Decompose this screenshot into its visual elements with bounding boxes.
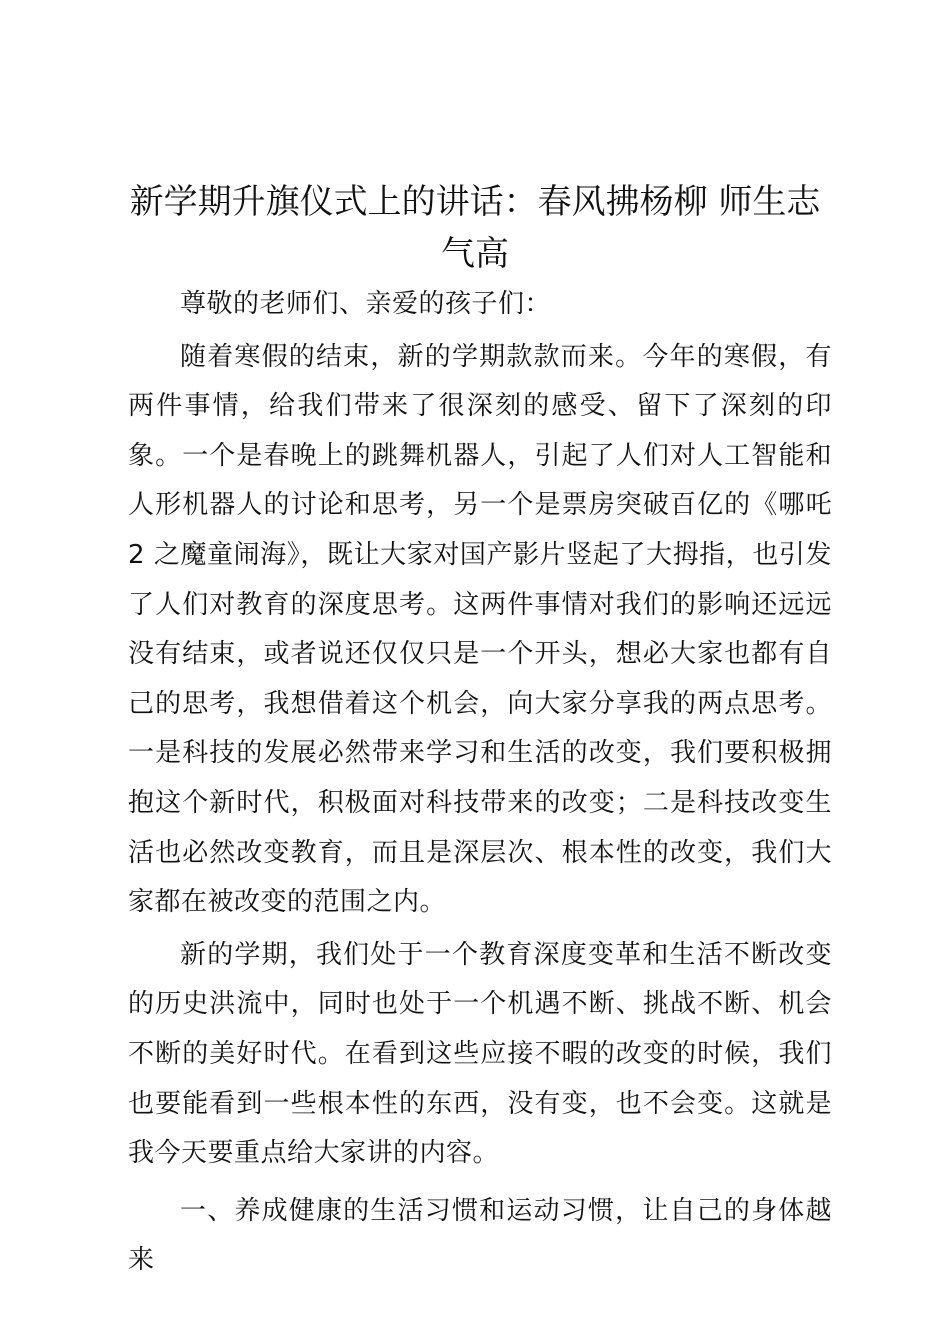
document-title: 新学期升旗仪式上的讲话：春风拂杨柳 师生志气高 (129, 182, 821, 274)
paragraph-1: 随着寒假的结束，新的学期款款而来。今年的寒假，有两件事情，给我们带来了很深刻的感受、留下了深刻的印象。一个是春晚上的跳舞机器人，引起了人们对人工智能和人形机器人的讨论和思考，另一个是票房突破百亿的《哪吒 2 之魔童闹海》，既让大家对国产影片竖起了大拇指，也引发了人们对教育的深度思考。这两件事情对我们的影响还远远没有结束，或者说还仅仅只是一个开头，想必大家也都有自己的思考，我想借着这个机会，向大家分享我的两点思考。一是科技的发展必然带来学习和生活的改变，我们要积极拥抱这个新时代，积极面对科技带来的改变；二是科技改变生活也必然改变教育，而且是深层次、根本性的改变，我们大家都在被改变的范围之内。 (128, 341, 832, 918)
section-heading-1: 一、养成健康的生活习惯和运动习惯，让自己的身体越来 (128, 1195, 832, 1276)
greeting-line: 尊敬的老师们、亲爱的孩子们： (180, 289, 552, 319)
paragraph-2: 新的学期，我们处于一个教育深度变革和生活不断改变的历史洪流中，同时也处于一个机遇不断、挑战不断、机会不断的美好时代。在看到这些应接不暇的改变的时候，我们也要能看到一些根本性的东西，没有变，也不会变。这就是我今天要重点给大家讲的内容。 (128, 939, 832, 1169)
document-body (128, 280, 832, 1286)
